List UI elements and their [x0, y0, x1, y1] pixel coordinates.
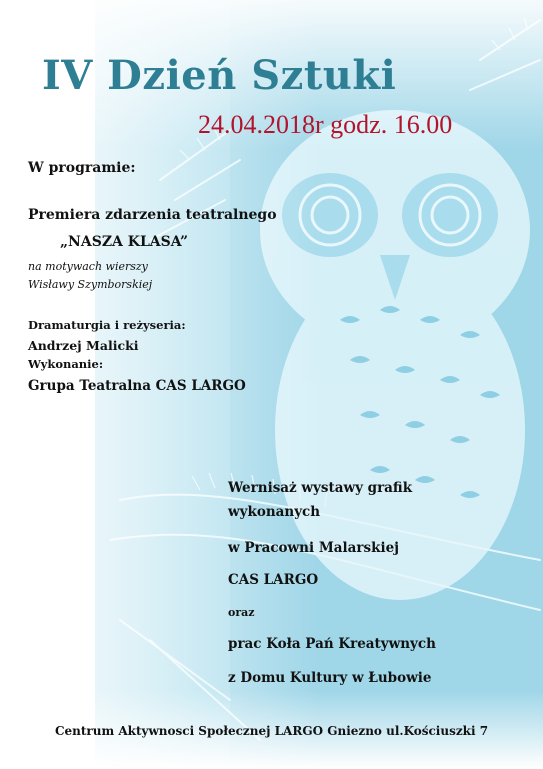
motif-line-2: Wisławy Szymborskiej: [28, 278, 153, 291]
event-title: IV Dzień Sztuki: [42, 52, 397, 99]
exhibition-line-7: z Domu Kultury w Łubowie: [228, 670, 432, 686]
performance-label: Wykonanie:: [28, 357, 104, 371]
exhibition-line-2: wykonanych: [228, 504, 321, 520]
program-heading: W programie:: [28, 160, 136, 176]
exhibition-line-6: prac Koła Pań Kreatywnych: [228, 636, 436, 652]
premiere-text: Premiera zdarzenia teatralnego: [28, 207, 277, 223]
exhibition-line-3: w Pracowni Malarskiej: [228, 540, 400, 556]
footer-address: Centrum Aktywnosci Społecznej LARGO Gniezno ul.Kościuszki 7: [54, 724, 489, 738]
director-name: Andrzej Malicki: [28, 338, 139, 353]
event-date: 24.04.2018r godz. 16.00: [198, 110, 453, 139]
exhibition-line-4: CAS LARGO: [228, 572, 319, 588]
exhibition-line-1: Wernisaż wystawy grafik: [228, 480, 413, 496]
performer-name: Grupa Teatralna CAS LARGO: [28, 378, 246, 394]
exhibition-line-5: oraz: [228, 606, 255, 619]
direction-label: Dramaturgia i reżyseria:: [28, 318, 186, 332]
play-title: „NASZA KLASA”: [60, 234, 189, 250]
motif-line-1: na motywach wierszy: [28, 260, 148, 273]
